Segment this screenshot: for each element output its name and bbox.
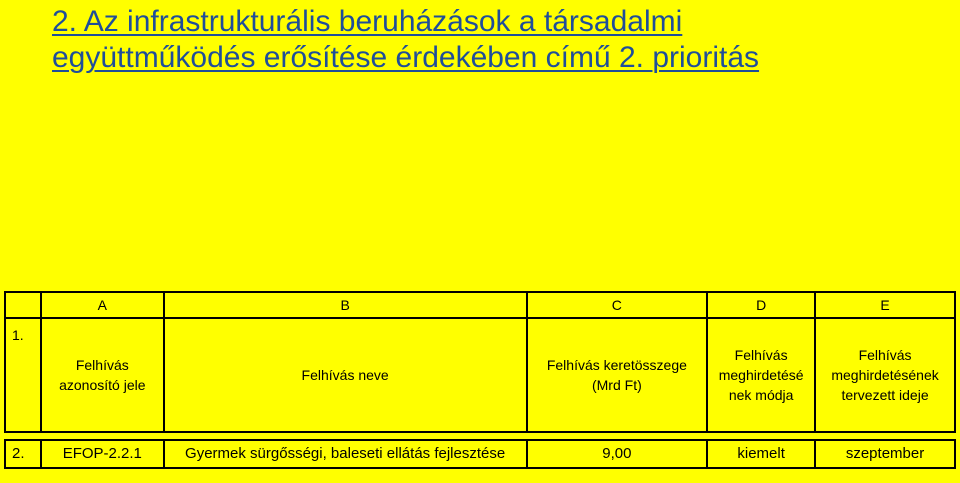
header-call-time-line-3: tervezett ideje [841,387,929,403]
header-call-amount [527,318,708,432]
cell-call-time: szeptember [815,440,955,468]
slide-title [52,4,932,76]
row-number: 2. [5,440,41,468]
column-letter-b: B [164,292,527,318]
header-call-method-line-3: nek módja [728,387,794,403]
header-call-amount-line-1: Felhívás keretösszege [546,357,687,373]
column-letter-e: E [815,292,955,318]
slide-title-line-1: 2. Az infrastrukturális beruházások a társadalmi [52,5,683,38]
cell-call-method: kiemelt [707,440,815,468]
column-letter-a: A [41,292,164,318]
header-call-name: Felhívás neve [164,318,527,432]
header-call-method [707,318,815,432]
column-letter-row [5,292,955,318]
header-call-time-line-2: meghirdetésének [831,367,939,383]
header-call-amount-line-2: (Mrd Ft) [591,377,642,393]
calls-table [4,291,956,469]
column-letter-d: D [707,292,815,318]
column-letter-blank [5,292,41,318]
slide-title-line-2: együttműködés erősítése érdekében című 2. prioritás [52,41,760,74]
header-call-id-line-2: azonosító jele [59,377,146,393]
column-letter-c: C [527,292,708,318]
header-call-method-line-2: meghirdetésé [718,367,804,383]
header-call-time [815,318,955,432]
cell-call-id: EFOP-2.2.1 [41,440,164,468]
row-number: 1. [5,318,41,432]
header-call-time-line-1: Felhívás [858,347,912,363]
header-call-id [41,318,164,432]
header-call-id-line-1: Felhívás [75,357,129,373]
cell-call-name: Gyermek sürgősségi, baleseti ellátás fejlesztése [164,440,527,468]
table-gap [5,432,955,440]
cell-call-amount: 9,00 [527,440,708,468]
table-row [5,440,955,468]
table-header-row [5,318,955,432]
header-call-method-line-1: Felhívás [734,347,788,363]
